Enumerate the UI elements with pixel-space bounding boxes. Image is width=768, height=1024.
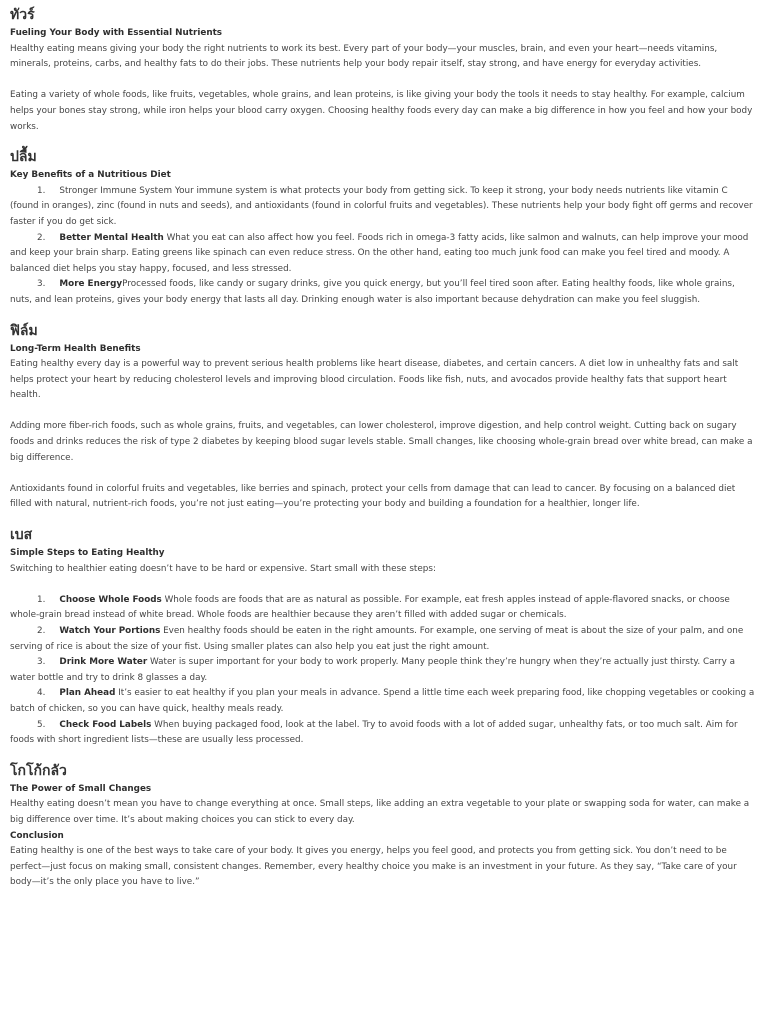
- section-3-paragraph-3: Antioxidants found in colorful fruits and vegetables, like berries and spinach, protect your cells from damage that can lead to cancer. By focusing on a balanced diet filled with natural, nutrient-rich foods, you’re not just eating—you’re protecting your body and building a foundation for a healthier, longer life.: [10, 483, 736, 510]
- section-3-paragraph-1: Eating healthy every day is a powerful way to prevent serious health problems like heart disease, diabetes, and certain cancers. A diet low in unhealthy fats and salt helps protect your heart by reducing cholesterol levels and improving blood circulation. Foods like fish, nuts, and avocados provide healthy fats that support heart health.: [10, 359, 739, 401]
- section-5-paragraph-1: Healthy eating doesn’t mean you have to change everything at once. Small steps, like adding an extra vegetable to your plate or swapping soda for water, can make a big difference over time. It’s about making choices you can stick to every day.: [10, 799, 750, 825]
- section-4-intro: Switching to healthier eating doesn’t have to be hard or expensive. Start small with these steps:: [10, 563, 436, 574]
- section-5-subtitle: The Power of Small Changes: [10, 783, 152, 794]
- list-item: 1. Stronger Immune System Your immune system is what protects your body from getting sick. To keep it strong, your body needs nutrients like vitamin C (found in oranges), zinc (found in nuts and seeds), and antioxidants (found in colorful fruits and vegetables). These nutrients help your body fight off germs and recover faster if you do get sick.: [10, 185, 753, 227]
- list-item: 2. Better Mental Health What you eat can also affect how you feel. Foods rich in omega-3 fatty acids, like salmon and walnuts, can help improve your mood and keep your brain sharp. Eating greens like spinach can even reduce stress. On the other hand, eating too much junk food can make you feel tired and moody. A balanced diet helps you stay happy, focused, and less stressed.: [10, 232, 749, 274]
- section-4-title: เบส: [10, 527, 33, 544]
- list-item: 4. Plan Ahead It’s easier to eat healthy if you plan your meals in advance. Spend a little time each week preparing food, like chopping vegetables or cooking a batch of chicken, so you can have quick, healthy meals ready.: [10, 688, 755, 714]
- list-item: 2. Watch Your Portions Even healthy foods should be eaten in the right amounts. For example, one serving of meat is about the size of your palm, and one serving of rice is about the size of your fist. Using smaller plates can also help you eat just the right amount.: [10, 626, 744, 652]
- section-3-title: ฟิล์ม: [10, 322, 38, 339]
- section-2-subtitle: Key Benefits of a Nutritious Diet: [10, 170, 171, 181]
- list-item: 3. Drink More Water Water is super important for your body to work properly. Many people think they’re hungry when they’re actually just thirsty. Carry a water bottle and try to drink 8 glasses a day.: [10, 657, 735, 683]
- section-1-paragraph-1: Healthy eating means giving your body the right nutrients to work its best. Every part of your body—your muscles, brain, and even your heart—needs vitamins, minerals, proteins, carbs, and healthy fats to do their jobs. These nutrients help your body repair itself, stay strong, and have energy for everyday activities.: [10, 43, 718, 70]
- section-1-paragraph-2: Eating a variety of whole foods, like fruits, vegetables, whole grains, and lean proteins, is like giving your body the tools it needs to stay healthy. For example, calcium helps your bones stay strong, while iron helps your blood carry oxygen. Choosing healthy foods every day can make a big difference in how you feel and how your body works.: [10, 90, 753, 132]
- list-item: 3. More EnergyProcessed foods, like candy or sugary drinks, give you quick energy, but you’ll feel tired soon after. Eating healthy foods, like whole grains, nuts, and lean proteins, gives your body energy that lasts all day. Drinking enough water is also important because dehydration can make you feel sluggish.: [10, 279, 735, 305]
- section-5-title: โกโก้กลัว: [10, 762, 67, 779]
- conclusion-paragraph: Eating healthy is one of the best ways to take care of your body. It gives you energy, helps you feel good, and protects you from getting sick. You don’t need to be perfect—just focus on making small, consistent changes. Remember, every healthy choice you make is an investment in your future. As they say, “Take care of your body—it’s the only place you have to live.”: [10, 846, 737, 888]
- section-3-paragraph-2: Adding more fiber-rich foods, such as whole grains, fruits, and vegetables, can lower cholesterol, improve digestion, and help control weight. Cutting back on sugary foods and drinks reduces the risk of type 2 diabetes by keeping blood sugar levels stable. Small changes, like choosing whole-grain bread over white bread, can make a big difference.: [10, 421, 753, 463]
- section-4-subtitle: Simple Steps to Eating Healthy: [10, 548, 165, 559]
- section-3-subtitle: Long-Term Health Benefits: [10, 343, 141, 354]
- section-1-title: ทัวร์: [10, 7, 35, 23]
- conclusion-heading: Conclusion: [10, 830, 64, 841]
- section-1-subtitle: Fueling Your Body with Essential Nutrients: [10, 28, 223, 38]
- list-item: 5. Check Food Labels When buying packaged food, look at the label. Try to avoid foods with a lot of added sugar, unhealthy fats, or too much salt. Aim for foods with short ingredient lists—these are usually less processed.: [10, 719, 738, 746]
- list-item: 1. Choose Whole Foods Whole foods are foods that are as natural as possible. For example, eat fresh apples instead of apple-flavored snacks, or choose whole-grain bread instead of white bread. Whole foods are healthier because they aren’t filled with added sugar or chemicals.: [10, 594, 730, 621]
- section-2-title: ปลื้ม: [10, 149, 37, 166]
